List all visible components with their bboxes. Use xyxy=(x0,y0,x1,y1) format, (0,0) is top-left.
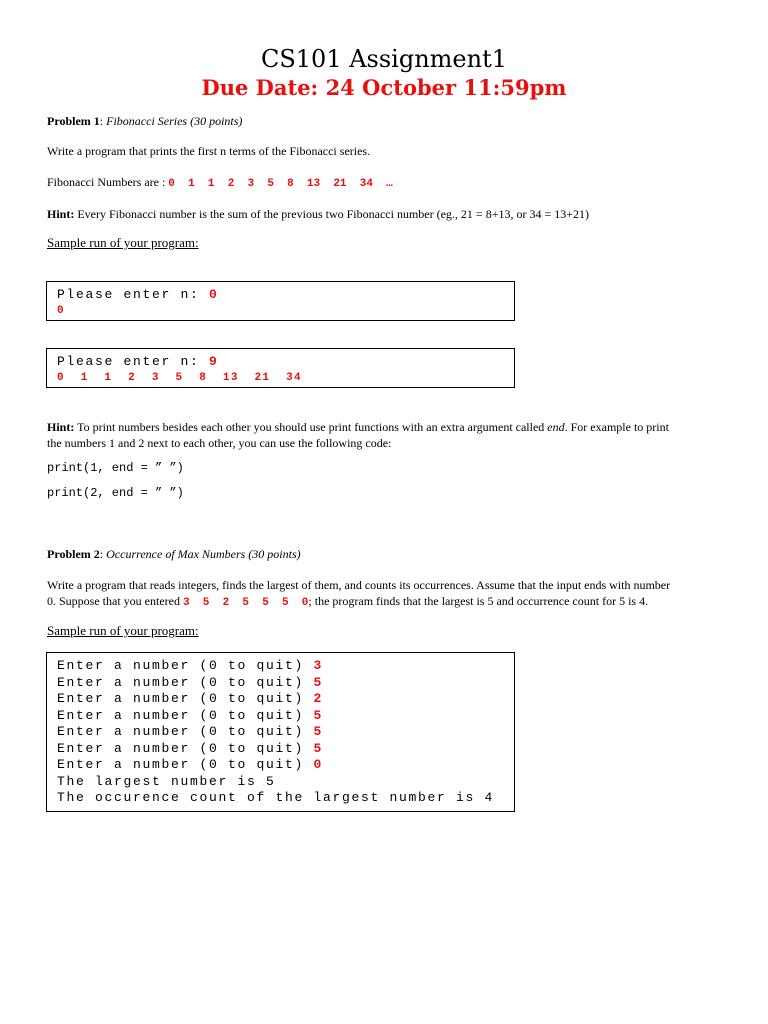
run3-input: 2 xyxy=(313,691,324,706)
run3-prompt: Enter a number (0 to quit) xyxy=(57,740,314,756)
run2-input: 9 xyxy=(209,354,217,369)
run3-input: 3 xyxy=(313,658,324,673)
run3-prompt: Enter a number (0 to quit) xyxy=(57,724,314,739)
run2-prompt-line xyxy=(57,354,514,371)
page-title: CS101 Assignment1 xyxy=(260,45,508,73)
run3-prompt: Enter a number (0 to quit) xyxy=(57,757,314,772)
problem2-name: Occurrence of Max Numbers (30 points) xyxy=(106,547,301,561)
sample-run-3 xyxy=(46,652,515,812)
hint2-line1 xyxy=(47,419,727,435)
problem2-heading: Problem 2: Occurrence of Max Numbers (30 points) xyxy=(47,547,301,561)
run3-line xyxy=(57,724,514,741)
hint2-em: end xyxy=(547,420,565,434)
run3-input: 5 xyxy=(313,740,324,756)
hint2-text-a: To print numbers besides each other you should use print functions with an extra argument called xyxy=(77,420,548,434)
run2-prompt: Please enter n: xyxy=(57,354,210,369)
code-line-2: print(2, end = ” ”) xyxy=(47,486,184,500)
run2-output: 0 1 1 2 3 5 8 13 21 34 xyxy=(57,371,302,384)
problem1-heading: Problem 1: Fibonacci Series (30 points) xyxy=(47,114,243,128)
hint1-text: Every Fibonacci number is the sum of the previous two Fibonacci number (eg., 21 = 8+13, or 34 = 13+21) xyxy=(77,207,589,221)
run3-prompt: Enter a number (0 to quit) xyxy=(57,658,314,673)
result-line-2: The occurence count of the largest number is 4 xyxy=(57,790,495,805)
fibonacci-values: 0 1 1 2 3 5 8 13 21 34 … xyxy=(168,178,393,190)
run3-prompt: Enter a number (0 to quit) xyxy=(57,674,314,690)
run3-line xyxy=(57,658,514,675)
hint2-text-b: . For example to print xyxy=(564,420,669,434)
run1-prompt-line xyxy=(57,287,514,304)
run3-prompt: Enter a number (0 to quit) xyxy=(57,691,314,706)
run3-line xyxy=(57,708,514,725)
problem2-sample-heading: Sample run of your program: xyxy=(47,623,199,638)
run3-input: 5 xyxy=(313,707,324,723)
problem2-desc-values: 3 5 2 5 5 5 0 xyxy=(182,597,309,609)
hint1-label: Hint: xyxy=(47,207,75,221)
problem1-name: Fibonacci Series (30 points) xyxy=(106,114,243,128)
run3-line xyxy=(57,757,514,774)
problem1-sample-heading: Sample run of your program: xyxy=(47,235,199,250)
run3-line xyxy=(57,741,514,758)
problem2-desc-b: ; the program finds that the largest is 5 and occurrence count for 5 is 4. xyxy=(308,594,649,608)
problem2-desc-a: 0. Suppose that you entered xyxy=(47,594,183,608)
problem2-label: Problem 2 xyxy=(47,547,100,561)
run3-input: 0 xyxy=(313,757,324,772)
sample-run-2 xyxy=(46,348,515,388)
code-line-1: print(1, end = ” ”) xyxy=(47,461,184,475)
sample-run-1 xyxy=(46,281,515,321)
hint1 xyxy=(47,206,727,222)
problem1-description: Write a program that prints the first n terms of the Fibonacci series. xyxy=(47,144,371,158)
hint2-line2: the numbers 1 and 2 next to each other, you can use the following code: xyxy=(47,436,392,450)
problem2-desc-line1: Write a program that reads integers, finds the largest of them, and counts its occurrences. Assume that the input ends with number xyxy=(47,578,671,592)
run3-line xyxy=(57,691,514,708)
fibonacci-line xyxy=(47,174,727,192)
run1-prompt: Please enter n: xyxy=(57,287,210,302)
problem1-label: Problem 1 xyxy=(47,114,100,128)
due-date: Due Date: 24 October 11:59pm xyxy=(201,75,567,100)
run3-line xyxy=(57,675,514,692)
run3-input: 5 xyxy=(313,724,324,739)
fibonacci-label: Fibonacci Numbers are : xyxy=(47,175,166,189)
hint2-label: Hint: xyxy=(47,420,75,434)
run1-input: 0 xyxy=(209,287,217,302)
run3-input: 5 xyxy=(313,674,324,690)
run3-prompt: Enter a number (0 to quit) xyxy=(57,707,314,723)
run1-output: 0 xyxy=(57,304,65,317)
result-line-1: The largest number is 5 xyxy=(57,773,276,789)
problem2-desc-line2 xyxy=(47,593,727,611)
